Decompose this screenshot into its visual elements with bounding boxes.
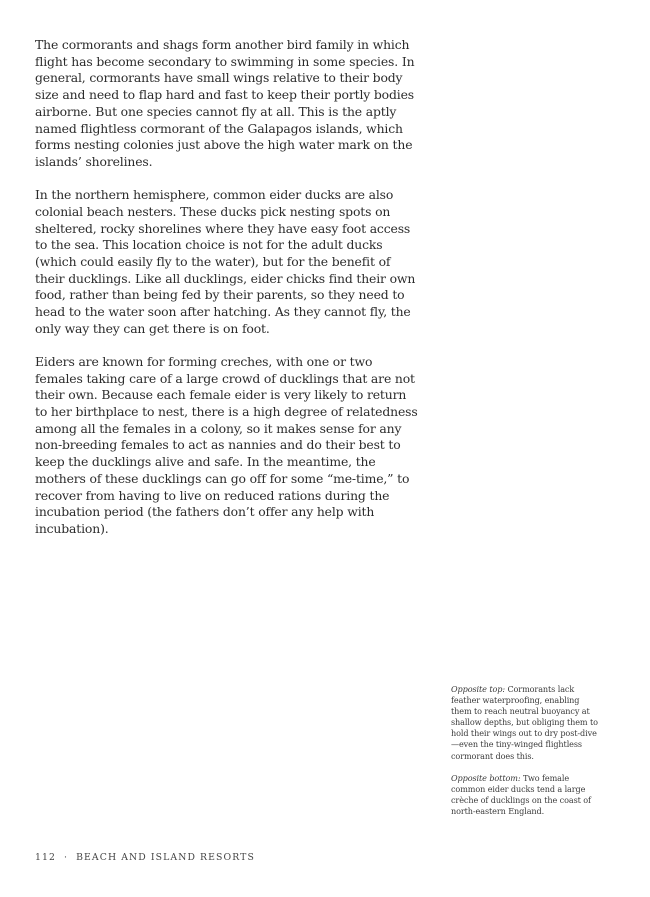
caption-opposite-bottom (451, 773, 601, 817)
body-text (35, 37, 420, 554)
page-footer (35, 852, 255, 863)
caption-opposite-top (451, 684, 601, 762)
caption-label: Opposite bottom: (451, 772, 521, 783)
page-number: 112 (35, 852, 57, 863)
caption-text: Two female common eider ducks tend a large crèche of ducklings on the coast of north-eastern England. (451, 772, 591, 816)
section-title: BEACH AND ISLAND RESORTS (76, 852, 255, 863)
body-paragraph-2: In the northern hemisphere, common eider ducks are also colonial beach nesters. These ducks pick nesting spots on sheltered, rocky shorelines where they have easy foot access to the sea. This location choice is not for the adult ducks (which could easily fly to the water), but for the benefit of their ducklings. Like all ducklings, eider chicks find their own food, rather than being fed by their parents, so they need to head to the water soon after hatching. As they cannot fly, the only way they can get there is on foot. (35, 187, 416, 336)
body-paragraph-1: The cormorants and shags form another bird family in which flight has become secondary to swimming in some species. In general, cormorants have small wings relative to their body size and need to flap hard and fast to keep their portly bodies airborne. But one species cannot fly at all. This is the aptly named flightless cormorant of the Galapagos islands, which forms nesting colonies just above the high water mark on the islands’ shorelines. (35, 37, 415, 169)
footer-separator: · (64, 852, 69, 863)
caption-text: Cormorants lack feather waterproofing, enabling them to reach neutral buoyancy at shallow depths, but obliging them to hold their wings out to dry post-dive—even the tiny-winged flightless cormorant does this. (451, 684, 598, 761)
caption-label: Opposite top: (451, 684, 505, 694)
body-paragraph-3: Eiders are known for forming creches, with one or two females taking care of a large crowd of ducklings that are not their own. Because each female eider is very likely to return to her birthplace to nest, there is a high degree of relatedness among all the females in a colony, so it makes sense for any non-breeding females to act as nannies and do their best to keep the ducklings alive and safe. In the meantime, the mothers of these ducklings can go off for some “me-time,” to recover from having to live on reduced rations during the incubation period (the fathers don’t offer any help with incubation). (35, 353, 418, 536)
photo-captions (451, 684, 601, 828)
